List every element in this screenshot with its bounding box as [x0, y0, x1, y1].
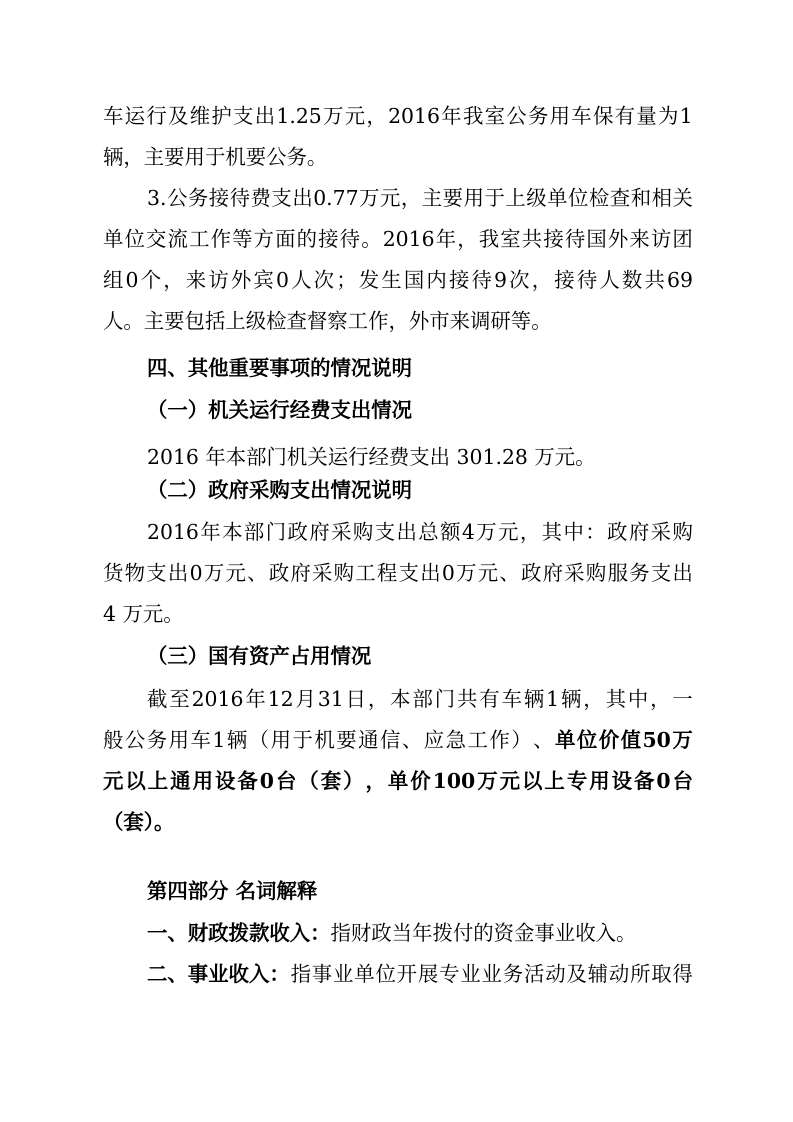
subheading-state-assets: （三）国有资产占用情况	[147, 644, 372, 668]
paragraph-line-3: 3. 公 务 接 待 费 支 出 0.77 万 元 ， 主 要 用 于 上 级 单 位 检 查 和 相 关	[147, 186, 693, 210]
paragraph-line-4: 单 位 交 流 工 作 等 方 面 的 接 待 。 2016 年 ， 我 室 共 接 待 国 外 来 访 团	[103, 227, 693, 251]
subheading-procurement: （二）政府采购支出情况说明	[147, 478, 413, 502]
term-label: 一、财政拨款收入：	[147, 921, 331, 945]
glossary-item-fiscal-appropriation	[147, 919, 793, 947]
paragraph-operating-expenses: 2016 年本部门机关运行经费支出 301.28 万元。	[147, 445, 596, 469]
subheading-operating-expenses: （一）机关运行经费支出情况	[147, 398, 413, 422]
paragraph-assets-2: 般 公 务 用 车 1 辆 （ 用 于 机 要 通 信 、 应 急 工 作 ） 、 单 位 价 值 50 万	[103, 728, 693, 752]
paragraph-procurement-1: 2016 年 本 部 门 政 府 采 购 支 出 总 额 4 万 元 ， 其 中 ： 政 府 采 购	[147, 520, 693, 544]
section-heading-other-matters: 四、其他重要事项的情况说明	[147, 356, 413, 380]
term-definition: 指财政当年拨付的资金事业收入。	[330, 921, 637, 945]
paragraph-line-5: 组 0 个 ， 来 访 外 宾 0 人 次 ； 发 生 国 内 接 待 9 次 ， 接 待 人 数 共 69	[103, 268, 693, 292]
paragraph-line-1: 车 运 行 及 维 护 支 出 1.25 万 元 ， 2016 年 我 室 公 务 用 车 保 有 量 为 1	[103, 104, 693, 128]
part-heading-glossary: 第四部分 名词解释	[147, 879, 318, 903]
term-label: 二、事业收入：	[147, 962, 290, 986]
paragraph-line-2: 辆，主要用于机要公务。	[103, 145, 328, 169]
paragraph-assets-3: 元 以 上 通 用 设 备 0 台 （ 套 ） ， 单 价 100 万 元 以 上 专 用 设 备 0 台	[103, 769, 693, 793]
paragraph-assets-4: （套）。	[103, 810, 175, 834]
paragraph-assets-1: 截 至 2016 年 12 月 31 日 ， 本 部 门 共 有 车 辆 1 辆 ， 其 中 ， 一	[147, 687, 693, 711]
paragraph-procurement-2: 货 物 支 出 0 万 元 、 政 府 采 购 工 程 支 出 0 万 元 、 政 府 采 购 服 务 支 出	[103, 561, 693, 585]
paragraph-procurement-3: 4 万元。	[103, 602, 184, 626]
glossary-item-business-income: 二、事业收入： 指 事 业 单 位 开 展 专 业 业 务 活 动 及 辅 动 所 取 得	[147, 962, 693, 986]
paragraph-line-6: 人。主要包括上级检查督察工作，外市来调研等。	[103, 309, 552, 333]
